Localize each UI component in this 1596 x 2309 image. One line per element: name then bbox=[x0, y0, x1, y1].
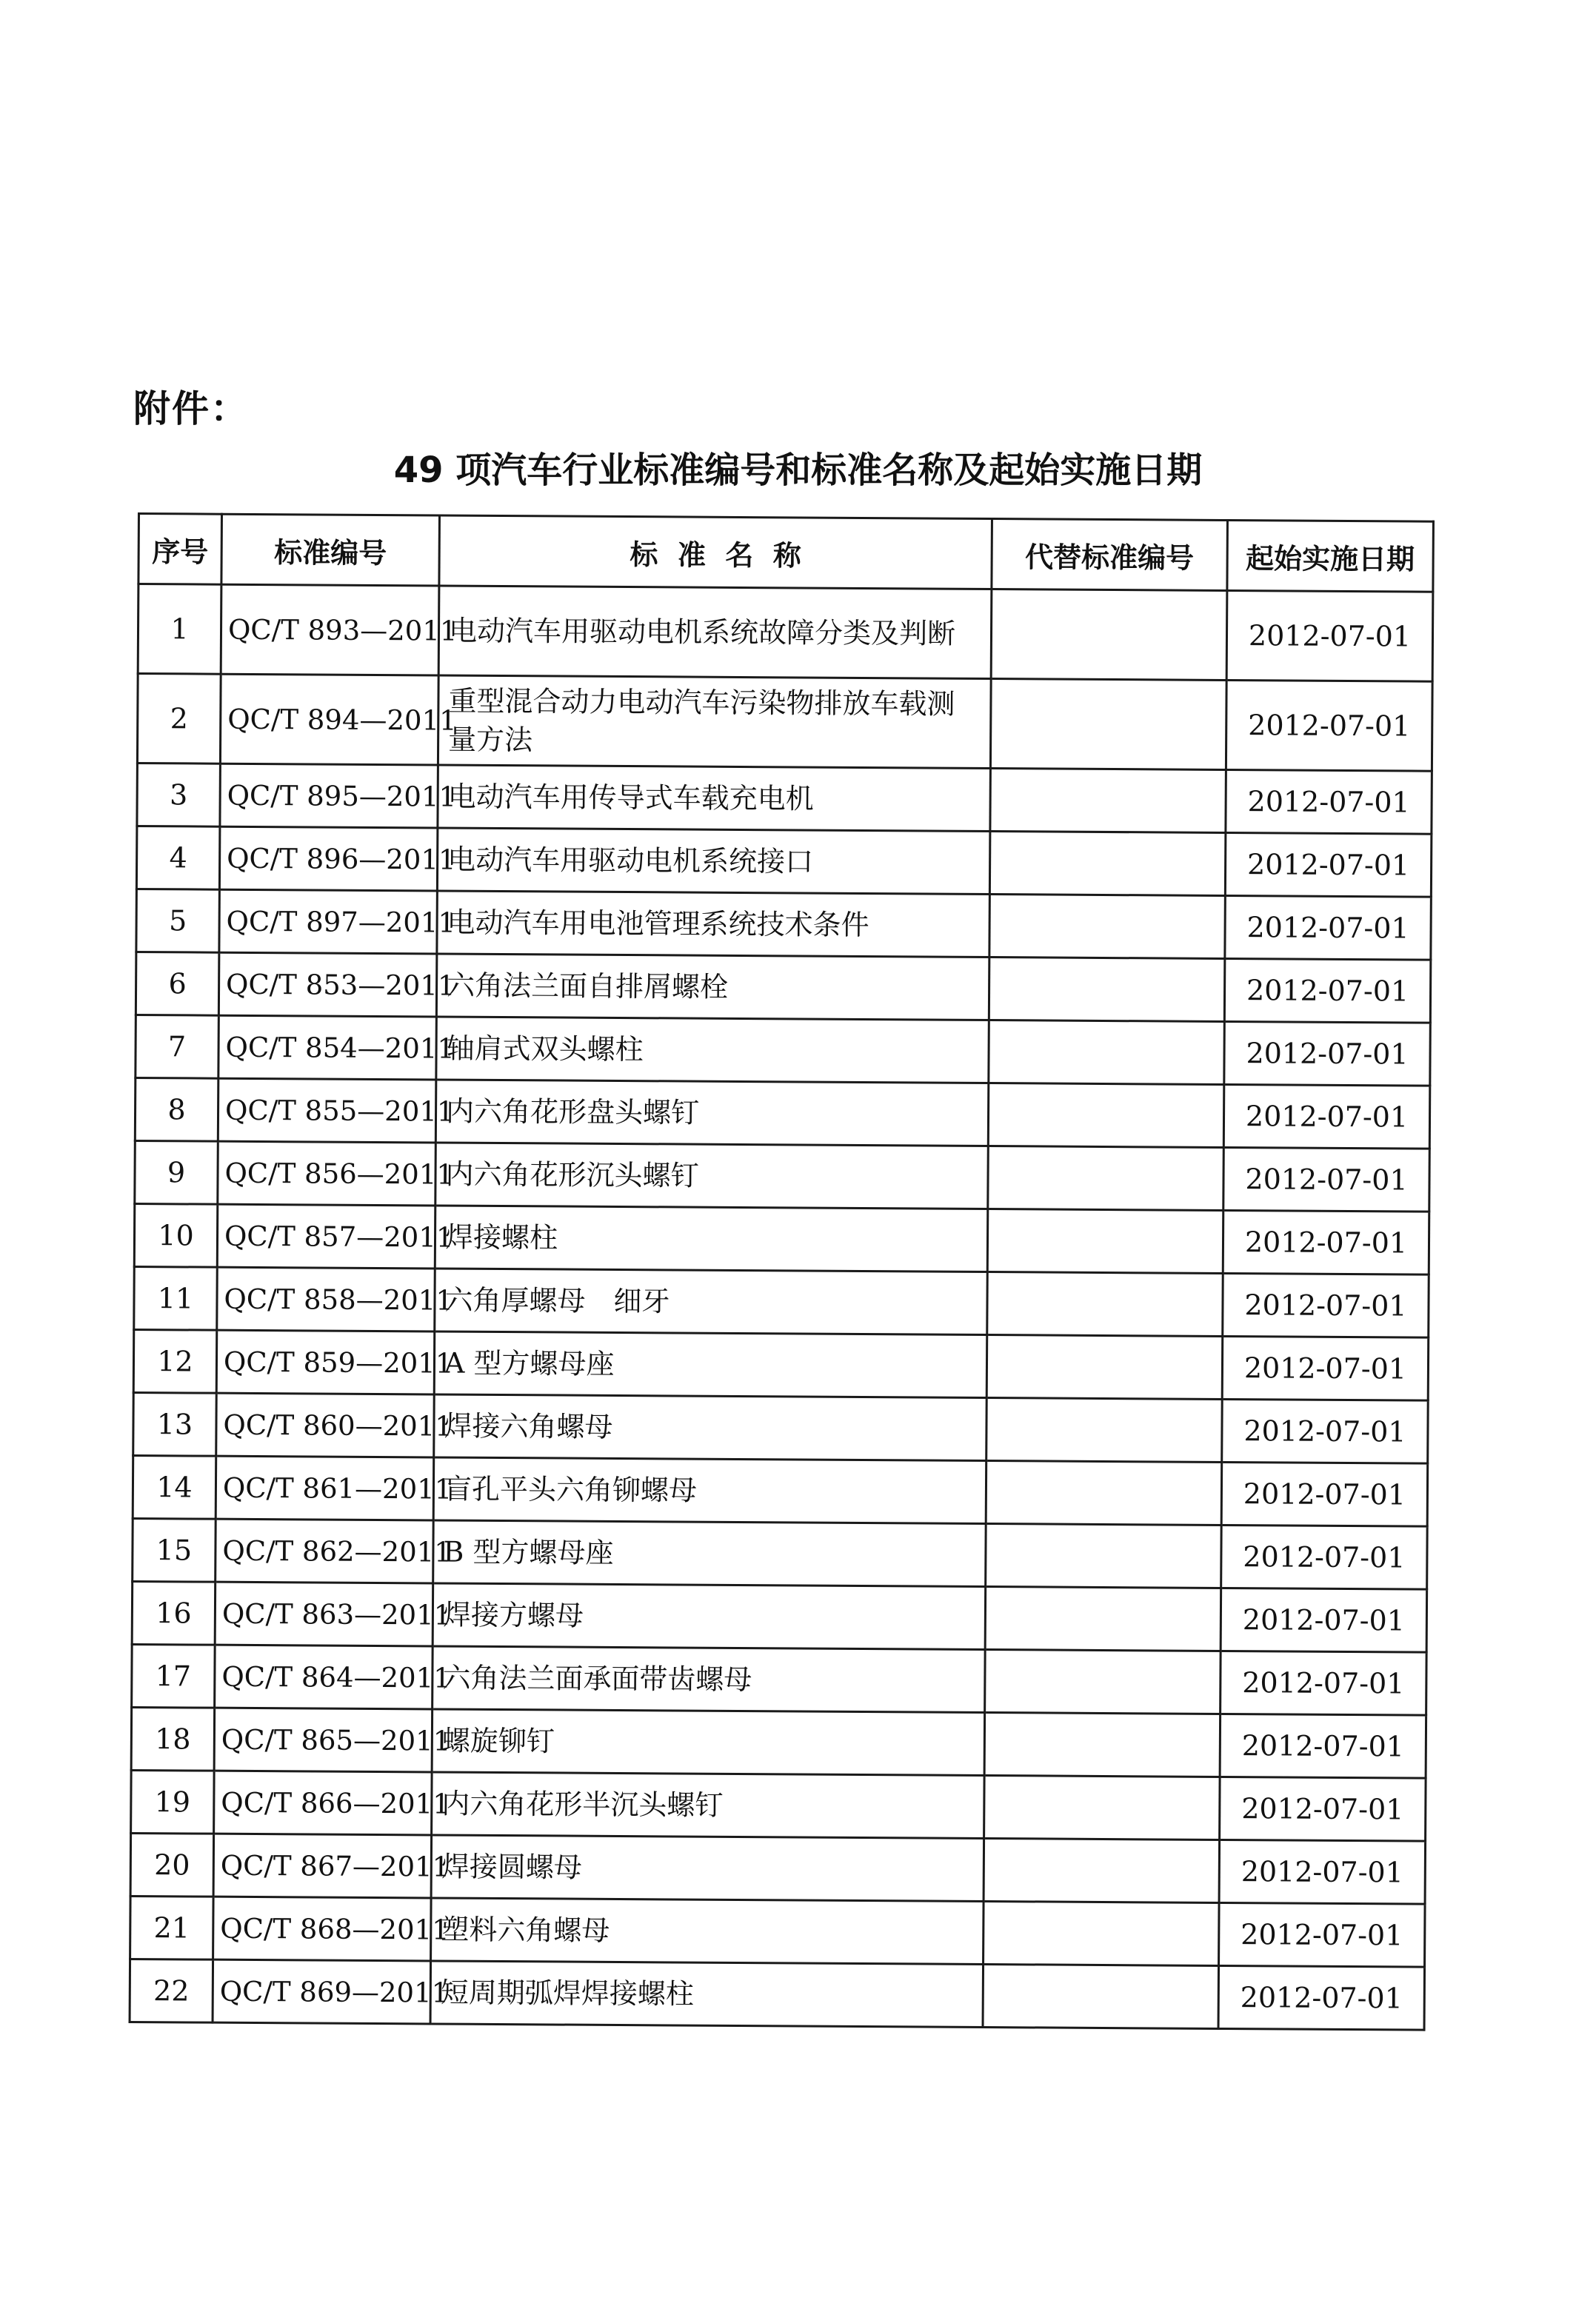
standard-code: QC/T 857—2011 bbox=[217, 1204, 435, 1269]
row-number: 9 bbox=[135, 1140, 218, 1204]
replaced-standard bbox=[986, 1398, 1223, 1463]
row-number: 7 bbox=[136, 1015, 219, 1078]
table-body bbox=[130, 584, 1433, 2031]
row-number: 10 bbox=[134, 1203, 218, 1267]
standard-code: QC/T 855—2011 bbox=[218, 1078, 436, 1143]
replaced-standard bbox=[989, 1020, 1225, 1085]
table-header-row bbox=[138, 514, 1434, 592]
row-number: 19 bbox=[131, 1770, 215, 1834]
row-number: 14 bbox=[133, 1455, 216, 1519]
standard-name: 电动汽车用驱动电机系统接口 bbox=[437, 828, 990, 895]
replaced-standard bbox=[989, 832, 1226, 896]
replaced-standard bbox=[988, 1083, 1224, 1148]
table-row bbox=[134, 1203, 1429, 1274]
standard-code: QC/T 897—2011 bbox=[219, 889, 438, 954]
table-row bbox=[131, 1707, 1426, 1778]
table-row bbox=[135, 1077, 1429, 1149]
col-header-replaces: 代替标准编号 bbox=[992, 519, 1228, 591]
effective-date: 2012-07-01 bbox=[1223, 1210, 1429, 1274]
standard-name: 盲孔平头六角铆螺母 bbox=[433, 1457, 986, 1524]
standard-name: 重型混合动力电动汽车污染物排放车载测量方法 bbox=[438, 675, 991, 769]
row-number: 5 bbox=[136, 889, 220, 952]
standard-name: 六角厚螺母 细牙 bbox=[435, 1269, 988, 1335]
standard-name: 焊接螺柱 bbox=[435, 1206, 988, 1272]
effective-date: 2012-07-01 bbox=[1220, 1777, 1426, 1841]
table-row bbox=[133, 1392, 1428, 1463]
table-row bbox=[133, 1518, 1427, 1589]
replaced-standard bbox=[989, 958, 1225, 1022]
standard-code: QC/T 862—2011 bbox=[216, 1519, 434, 1583]
replaced-standard bbox=[984, 1713, 1221, 1777]
col-header-no: 序号 bbox=[138, 514, 222, 585]
effective-date: 2012-07-01 bbox=[1226, 680, 1432, 771]
attachment-label: 附件： bbox=[133, 387, 249, 430]
table-row bbox=[136, 952, 1430, 1023]
table-row bbox=[132, 1581, 1426, 1652]
table-row bbox=[132, 1644, 1426, 1715]
replaced-standard bbox=[985, 1650, 1221, 1714]
standards-table bbox=[129, 512, 1435, 2031]
effective-date: 2012-07-01 bbox=[1221, 1462, 1428, 1526]
standard-code: QC/T 893—2011 bbox=[221, 584, 439, 675]
table-row bbox=[133, 1329, 1428, 1400]
standard-code: QC/T 868—2011 bbox=[213, 1897, 432, 1961]
standard-name: A 型方螺母座 bbox=[434, 1331, 987, 1398]
standard-code: QC/T 859—2011 bbox=[216, 1330, 435, 1394]
replaced-standard bbox=[985, 1587, 1221, 1651]
standard-name: 塑料六角螺母 bbox=[431, 1898, 984, 1965]
replaced-standard bbox=[984, 1902, 1220, 1966]
standard-code: QC/T 869—2011 bbox=[213, 1959, 431, 2024]
effective-date: 2012-07-01 bbox=[1223, 1147, 1430, 1212]
row-number: 3 bbox=[137, 763, 221, 827]
standard-code: QC/T 861—2011 bbox=[216, 1456, 434, 1520]
standard-name: 内六角花形沉头螺钉 bbox=[435, 1143, 989, 1209]
table-row bbox=[136, 1015, 1430, 1086]
standard-code: QC/T 894—2011 bbox=[220, 674, 438, 765]
effective-date: 2012-07-01 bbox=[1219, 1839, 1426, 1904]
standard-code: QC/T 860—2011 bbox=[216, 1393, 435, 1457]
standard-name: 焊接六角螺母 bbox=[434, 1394, 987, 1461]
col-header-name: 标 准 名 称 bbox=[439, 515, 992, 589]
row-number: 15 bbox=[133, 1518, 216, 1582]
standard-name: 焊接圆螺母 bbox=[431, 1835, 984, 1902]
effective-date: 2012-07-01 bbox=[1221, 1525, 1428, 1589]
replaced-standard bbox=[984, 1839, 1220, 1903]
effective-date: 2012-07-01 bbox=[1223, 1273, 1429, 1337]
standard-name: 内六角花形半沉头螺钉 bbox=[432, 1772, 985, 1839]
replaced-standard bbox=[991, 589, 1227, 681]
row-number: 6 bbox=[136, 952, 219, 1015]
standard-code: QC/T 863—2011 bbox=[215, 1582, 433, 1646]
standard-code: QC/T 854—2011 bbox=[218, 1015, 437, 1080]
replaced-standard bbox=[987, 1209, 1223, 1274]
standard-name: 短周期弧焊焊接螺柱 bbox=[430, 1961, 984, 2028]
standard-code: QC/T 858—2011 bbox=[217, 1267, 435, 1331]
replaced-standard bbox=[987, 1272, 1223, 1337]
effective-date: 2012-07-01 bbox=[1221, 1588, 1427, 1652]
standard-name: 电动汽车用传导式车载充电机 bbox=[438, 765, 991, 832]
effective-date: 2012-07-01 bbox=[1218, 1965, 1425, 2030]
standard-code: QC/T 896—2011 bbox=[219, 826, 438, 891]
standard-name: 电动汽车用驱动电机系统故障分类及判断 bbox=[438, 586, 992, 679]
table-row bbox=[138, 584, 1433, 682]
row-number: 20 bbox=[130, 1833, 214, 1897]
standard-name: 内六角花形盘头螺钉 bbox=[435, 1080, 989, 1146]
replaced-standard bbox=[990, 679, 1226, 770]
row-number: 8 bbox=[135, 1077, 218, 1141]
standard-code: QC/T 895—2011 bbox=[220, 763, 438, 828]
row-number: 1 bbox=[138, 584, 221, 675]
standard-name: 电动汽车用电池管理系统技术条件 bbox=[437, 891, 990, 958]
replaced-standard bbox=[983, 1965, 1219, 2029]
row-number: 18 bbox=[131, 1707, 215, 1771]
replaced-standard bbox=[990, 769, 1226, 833]
table-row bbox=[131, 1770, 1426, 1841]
table-row bbox=[130, 1833, 1425, 1904]
table-row bbox=[130, 1896, 1425, 1967]
effective-date: 2012-07-01 bbox=[1224, 1021, 1431, 1086]
col-header-code: 标准编号 bbox=[221, 514, 440, 586]
standard-code: QC/T 864—2011 bbox=[215, 1645, 433, 1709]
effective-date: 2012-07-01 bbox=[1224, 958, 1431, 1023]
standard-name: B 型方螺母座 bbox=[433, 1520, 986, 1587]
standard-code: QC/T 853—2011 bbox=[218, 952, 437, 1017]
effective-date: 2012-07-01 bbox=[1225, 895, 1432, 960]
col-header-date: 起始实施日期 bbox=[1227, 520, 1434, 592]
replaced-standard bbox=[984, 1776, 1221, 1840]
row-number: 17 bbox=[132, 1644, 216, 1708]
effective-date: 2012-07-01 bbox=[1221, 1651, 1427, 1715]
effective-date: 2012-07-01 bbox=[1225, 832, 1432, 897]
effective-date: 2012-07-01 bbox=[1223, 1084, 1430, 1149]
row-number: 4 bbox=[136, 826, 220, 890]
effective-date: 2012-07-01 bbox=[1220, 1714, 1426, 1778]
table-row bbox=[134, 1266, 1429, 1337]
row-number: 22 bbox=[130, 1959, 213, 2022]
standard-code: QC/T 867—2011 bbox=[213, 1834, 432, 1898]
table-row bbox=[136, 826, 1431, 898]
standard-name: 焊接方螺母 bbox=[433, 1583, 986, 1650]
document-title: 49 项汽车行业标准编号和标准名称及起始实施日期 bbox=[393, 450, 1203, 491]
table-row bbox=[133, 1455, 1427, 1526]
row-number: 12 bbox=[133, 1329, 217, 1393]
standard-code: QC/T 856—2011 bbox=[218, 1141, 436, 1206]
table-row bbox=[135, 1140, 1429, 1212]
standard-name: 螺旋铆钉 bbox=[432, 1709, 985, 1776]
row-number: 11 bbox=[134, 1266, 218, 1330]
standard-name: 六角法兰面承面带齿螺母 bbox=[433, 1646, 986, 1713]
row-number: 13 bbox=[133, 1392, 217, 1456]
row-number: 16 bbox=[132, 1581, 216, 1645]
row-number: 2 bbox=[137, 674, 221, 764]
replaced-standard bbox=[988, 1146, 1224, 1211]
effective-date: 2012-07-01 bbox=[1226, 590, 1433, 681]
table-row bbox=[137, 674, 1432, 772]
effective-date: 2012-07-01 bbox=[1222, 1399, 1429, 1463]
effective-date: 2012-07-01 bbox=[1219, 1902, 1426, 1967]
row-number: 21 bbox=[130, 1896, 214, 1959]
standard-code: QC/T 865—2011 bbox=[214, 1708, 433, 1772]
table-row bbox=[137, 763, 1432, 835]
effective-date: 2012-07-01 bbox=[1226, 769, 1432, 834]
standard-code: QC/T 866—2011 bbox=[214, 1771, 433, 1835]
table-row bbox=[130, 1959, 1424, 2030]
replaced-standard bbox=[986, 1461, 1222, 1526]
effective-date: 2012-07-01 bbox=[1222, 1336, 1429, 1400]
replaced-standard bbox=[986, 1524, 1222, 1588]
replaced-standard bbox=[989, 895, 1226, 959]
standard-name: 轴肩式双头螺柱 bbox=[436, 1017, 989, 1083]
replaced-standard bbox=[986, 1335, 1223, 1400]
standard-name: 六角法兰面自排屑螺栓 bbox=[436, 954, 989, 1020]
table-row bbox=[136, 889, 1431, 960]
